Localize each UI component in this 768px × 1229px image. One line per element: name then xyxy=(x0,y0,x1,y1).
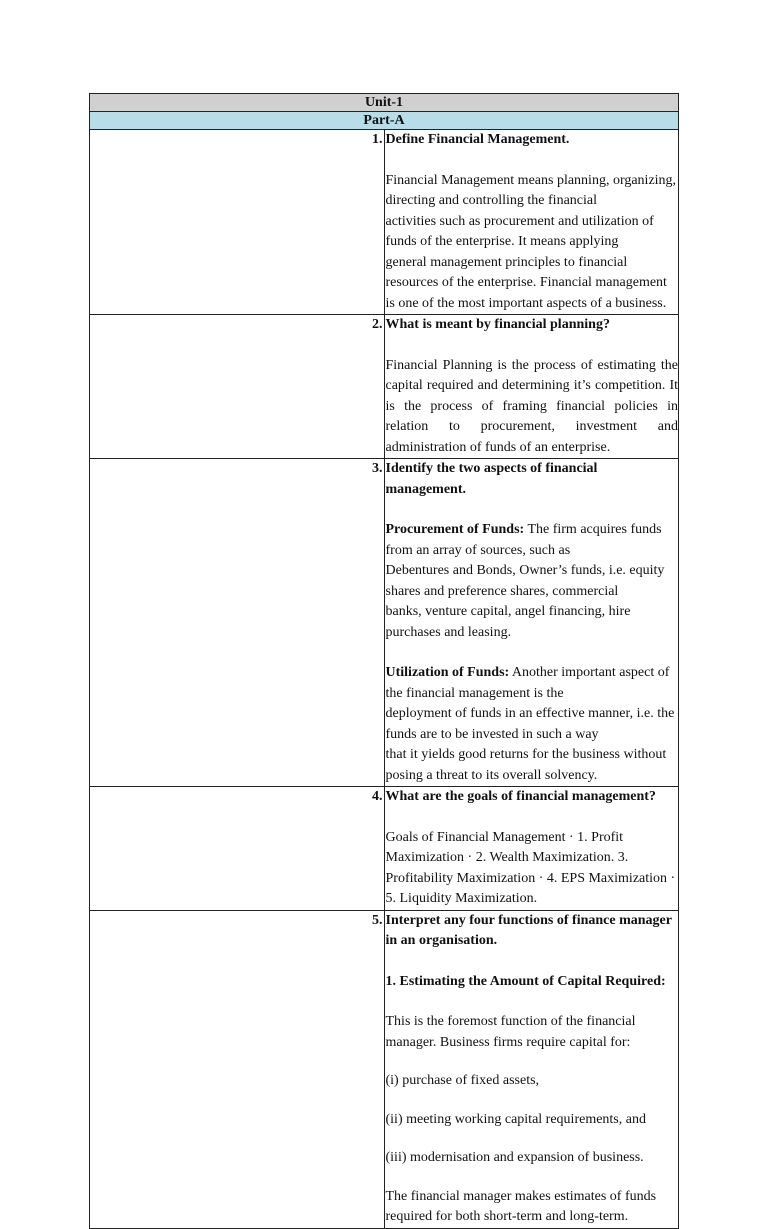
question-number: 5. xyxy=(90,910,385,1228)
question-text: Interpret any four functions of finance manager in an organisation. xyxy=(385,912,672,948)
answer-line: activities such as procurement and utilization of funds of the enterprise. It means applying xyxy=(385,213,654,249)
part-title: Part-A xyxy=(90,112,679,130)
question-cell xyxy=(384,459,679,787)
question-row-3 xyxy=(90,459,679,787)
unit-header-row xyxy=(90,94,679,112)
answer-line: The financial manager makes estimates of funds required for both short-term and long-term. xyxy=(385,1188,657,1224)
question-text: Identify the two aspects of financial management. xyxy=(385,461,598,497)
question-text: What is meant by financial planning? xyxy=(385,317,610,332)
answer-line: that it yields good returns for the business without posing a threat to its overall solvency. xyxy=(385,747,667,783)
answer-line: This is the foremost function of the financial manager. Business firms require capital for: xyxy=(385,1014,636,1050)
answer-text: The firm acquires funds from an array of sources, such as xyxy=(385,522,662,558)
question-number: 2. xyxy=(90,315,385,459)
answer-text: Another important aspect of the financial management is the xyxy=(385,665,670,701)
question-row-1 xyxy=(90,130,679,315)
question-number: 3. xyxy=(90,459,385,787)
answer-line: banks, venture capital, angel financing, hire purchases and leasing. xyxy=(385,604,631,640)
question-cell xyxy=(384,315,679,459)
question-number: 1. xyxy=(90,130,385,315)
answer-paragraph: Financial Planning is the process of estimating the capital required and determining it’s competition. It is the process of framing financial policies in relation to procurement, investment and administration of funds of an enterprise. xyxy=(385,357,678,455)
answer-line: is one of the most important aspects of a business. xyxy=(385,295,667,311)
answer-line: general management principles to financial resources of the enterprise. Financial management xyxy=(385,254,667,290)
answer-line xyxy=(386,663,679,704)
answer-line: Goals of Financial Management · 1. Profit Maximization · 2. Wealth Maximization. 3. xyxy=(385,829,629,865)
answer-line: deployment of funds in an effective manner, i.e. the funds are to be invested in such a way xyxy=(385,706,675,742)
question-cell xyxy=(384,130,679,315)
qa-table xyxy=(89,93,679,1229)
question-row-2 xyxy=(90,315,679,459)
question-number: 4. xyxy=(90,787,385,911)
list-item: (i) purchase of fixed assets, xyxy=(385,1073,540,1088)
answer-line: Debentures and Bonds, Owner’s funds, i.e. equity shares and preference shares, commercial xyxy=(385,563,665,599)
question-row-5 xyxy=(90,910,679,1228)
list-item: (iii) modernisation and expansion of business. xyxy=(385,1150,644,1165)
list-item: (ii) meeting working capital requirements, and xyxy=(385,1111,646,1127)
question-text: What are the goals of financial management? xyxy=(385,789,656,804)
question-row-4 xyxy=(90,787,679,911)
subheading: 1. Estimating the Amount of Capital Required: xyxy=(385,973,666,989)
unit-title: Unit-1 xyxy=(90,94,679,112)
answer-line xyxy=(386,520,679,561)
question-cell xyxy=(384,787,679,911)
answer-line: Financial Management means planning, organizing, directing and controlling the financial xyxy=(385,172,677,208)
utilization-label: Utilization of Funds: xyxy=(385,665,510,680)
answer-line: Profitability Maximization · 4. EPS Maximization · 5. Liquidity Maximization. xyxy=(385,870,676,906)
question-text: Define Financial Management. xyxy=(385,132,570,147)
question-cell xyxy=(384,910,679,1228)
procurement-label: Procurement of Funds: xyxy=(385,522,525,537)
part-header-row xyxy=(90,112,679,130)
